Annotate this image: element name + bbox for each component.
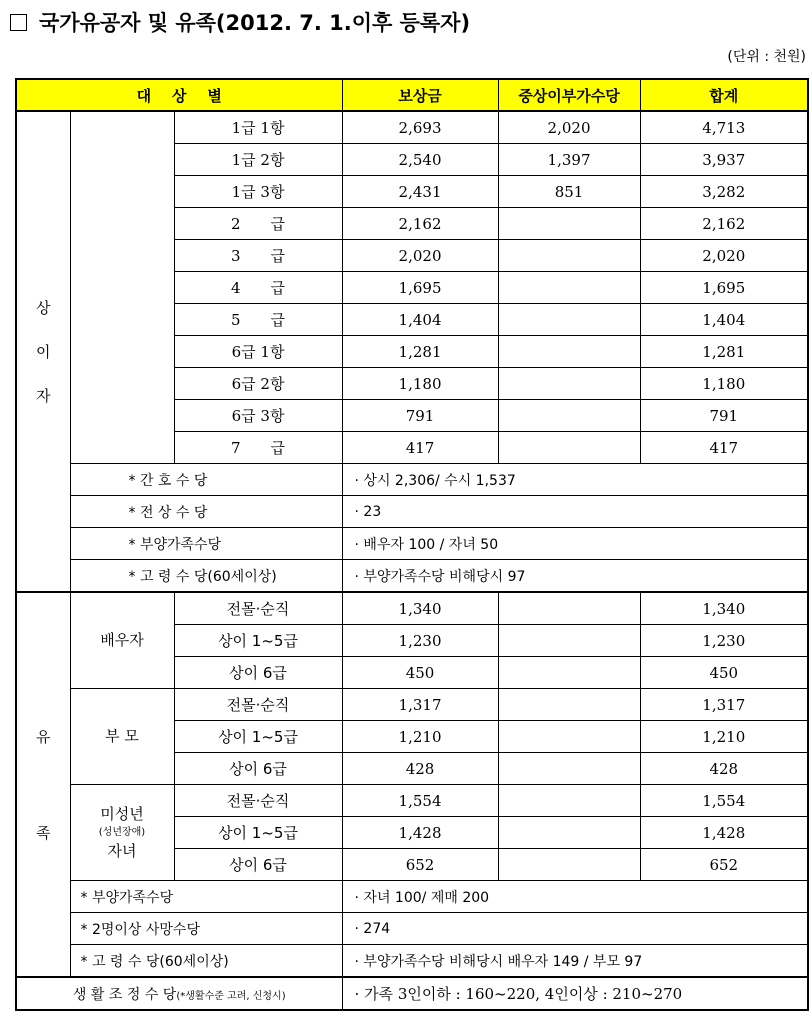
allowance-value: · 상시 2,306/ 수시 1,537 <box>342 464 808 496</box>
allowance-label: * 부양가족수당 <box>70 881 342 913</box>
compensation-cell: 428 <box>342 753 498 785</box>
total-cell: 2,162 <box>640 208 808 240</box>
compensation-table <box>15 78 809 1011</box>
severe-allowance-cell: 1,397 <box>498 144 640 176</box>
page-title <box>10 6 470 38</box>
total-cell: 3,937 <box>640 144 808 176</box>
table-row <box>16 592 808 625</box>
group-name-sub: (성년장애) <box>98 827 146 838</box>
severe-allowance-cell <box>498 432 640 464</box>
category-char: 이 <box>36 342 51 361</box>
severe-allowance-cell <box>498 240 640 272</box>
type-cell: 상이 6급 <box>174 753 342 785</box>
total-cell: 1,340 <box>640 592 808 625</box>
bereaved-category-label <box>16 592 70 977</box>
allowance-value: · 부양가족수당 비해당시 97 <box>342 560 808 593</box>
type-cell: 상이 6급 <box>174 657 342 689</box>
allowance-row <box>16 913 808 945</box>
severe-allowance-cell <box>498 336 640 368</box>
severe-allowance-cell <box>498 753 640 785</box>
total-cell: 428 <box>640 753 808 785</box>
compensation-cell: 2,020 <box>342 240 498 272</box>
wounded-category-label <box>16 111 70 592</box>
allowance-label: * 2명이상 사망수당 <box>70 913 342 945</box>
header-total: 합계 <box>640 79 808 111</box>
type-cell: 상이 1~5급 <box>174 817 342 849</box>
total-cell: 791 <box>640 400 808 432</box>
compensation-cell: 2,693 <box>342 111 498 144</box>
total-cell: 1,317 <box>640 689 808 721</box>
category-char: 상 <box>36 298 51 317</box>
grade-cell: 6급 1항 <box>174 336 342 368</box>
severe-allowance-cell <box>498 785 640 817</box>
allowance-row <box>16 464 808 496</box>
severe-allowance-cell <box>498 689 640 721</box>
bereaved-section <box>16 592 808 977</box>
grade-cell: 2 급 <box>174 208 342 240</box>
grade-cell: 6급 3항 <box>174 400 342 432</box>
spacer-cell <box>70 111 174 464</box>
category-char: 족 <box>36 823 51 842</box>
type-cell: 전몰·순직 <box>174 689 342 721</box>
allowance-label: * 고 령 수 당(60세이상) <box>70 560 342 593</box>
severe-allowance-cell <box>498 721 640 753</box>
allowance-value: · 부양가족수당 비해당시 배우자 149 / 부모 97 <box>342 945 808 978</box>
total-cell: 1,554 <box>640 785 808 817</box>
compensation-cell: 1,180 <box>342 368 498 400</box>
severe-allowance-cell <box>498 368 640 400</box>
compensation-cell: 1,404 <box>342 304 498 336</box>
group-label <box>70 689 174 785</box>
severe-allowance-cell: 851 <box>498 176 640 208</box>
grade-cell: 5 급 <box>174 304 342 336</box>
header-compensation: 보상금 <box>342 79 498 111</box>
unit-label: (단위 : 천원) <box>727 49 806 65</box>
group-name: 배우자 <box>100 631 144 650</box>
wounded-section <box>16 111 808 592</box>
compensation-cell: 2,162 <box>342 208 498 240</box>
allowance-value: · 배우자 100 / 자녀 50 <box>342 528 808 560</box>
group-name: 부 모 <box>105 727 139 746</box>
allowance-label: * 부양가족수당 <box>70 528 342 560</box>
allowance-label: * 전 상 수 당 <box>70 496 342 528</box>
title-text: 국가유공자 및 유족(2012. 7. 1.이후 등록자) <box>39 11 471 35</box>
severe-allowance-cell <box>498 400 640 432</box>
type-cell: 상이 6급 <box>174 849 342 881</box>
group-label <box>70 785 174 881</box>
total-cell: 1,210 <box>640 721 808 753</box>
allowance-row <box>16 560 808 593</box>
total-cell: 3,282 <box>640 176 808 208</box>
severe-allowance-cell <box>498 208 640 240</box>
total-cell: 652 <box>640 849 808 881</box>
checkbox-icon <box>10 14 27 31</box>
grade-cell: 4 급 <box>174 272 342 304</box>
living-allowance-row <box>16 977 808 1010</box>
allowance-row <box>16 881 808 913</box>
table-row <box>16 111 808 144</box>
allowance-value: · 274 <box>342 913 808 945</box>
total-cell: 2,020 <box>640 240 808 272</box>
group-name-tail: 자녀 <box>107 842 137 860</box>
allowance-row <box>16 528 808 560</box>
grade-cell: 3 급 <box>174 240 342 272</box>
severe-allowance-cell <box>498 304 640 336</box>
severe-allowance-cell <box>498 625 640 657</box>
compensation-cell: 417 <box>342 432 498 464</box>
total-cell: 417 <box>640 432 808 464</box>
compensation-cell: 2,431 <box>342 176 498 208</box>
total-cell: 1,404 <box>640 304 808 336</box>
severe-allowance-cell: 2,020 <box>498 111 640 144</box>
severe-allowance-cell <box>498 592 640 625</box>
type-cell: 상이 1~5급 <box>174 721 342 753</box>
severe-allowance-cell <box>498 272 640 304</box>
grade-cell: 1급 2항 <box>174 144 342 176</box>
compensation-cell: 652 <box>342 849 498 881</box>
type-cell: 전몰·순직 <box>174 592 342 625</box>
allowance-row <box>16 945 808 978</box>
type-cell: 상이 1~5급 <box>174 625 342 657</box>
type-cell: 전몰·순직 <box>174 785 342 817</box>
grade-cell: 7 급 <box>174 432 342 464</box>
compensation-cell: 1,317 <box>342 689 498 721</box>
compensation-cell: 791 <box>342 400 498 432</box>
allowance-value: · 23 <box>342 496 808 528</box>
allowance-value: · 자녀 100/ 제매 200 <box>342 881 808 913</box>
compensation-cell: 2,540 <box>342 144 498 176</box>
compensation-cell: 1,281 <box>342 336 498 368</box>
group-name: 미성년 <box>100 804 144 823</box>
severe-allowance-cell <box>498 657 640 689</box>
total-cell: 1,428 <box>640 817 808 849</box>
grade-cell: 6급 2항 <box>174 368 342 400</box>
category-char: 유 <box>36 727 51 746</box>
living-allowance-label: 생 활 조 정 수 당(*생활수준 고려, 신청시) <box>16 977 342 1010</box>
grade-cell: 1급 1항 <box>174 111 342 144</box>
total-cell: 1,230 <box>640 625 808 657</box>
compensation-cell: 1,230 <box>342 625 498 657</box>
allowance-row <box>16 496 808 528</box>
compensation-cell: 1,340 <box>342 592 498 625</box>
table-row <box>16 689 808 721</box>
total-cell: 450 <box>640 657 808 689</box>
header-severe-allowance: 중상이부가수당 <box>498 79 640 111</box>
allowance-label: * 간 호 수 당 <box>70 464 342 496</box>
grade-cell: 1급 3항 <box>174 176 342 208</box>
living-allowance-value: · 가족 3인이하 : 160~220, 4인이상 : 210~270 <box>342 977 808 1010</box>
group-label <box>70 592 174 689</box>
allowance-label: * 고 령 수 당(60세이상) <box>70 945 342 978</box>
compensation-cell: 1,428 <box>342 817 498 849</box>
header-row <box>16 79 808 111</box>
compensation-cell: 1,554 <box>342 785 498 817</box>
header-category: 대 상 별 <box>16 79 342 111</box>
category-char: 자 <box>36 386 51 405</box>
severe-allowance-cell <box>498 817 640 849</box>
compensation-cell: 450 <box>342 657 498 689</box>
total-cell: 1,281 <box>640 336 808 368</box>
table-row <box>16 785 808 817</box>
total-cell: 1,695 <box>640 272 808 304</box>
total-cell: 4,713 <box>640 111 808 144</box>
compensation-cell: 1,210 <box>342 721 498 753</box>
compensation-cell: 1,695 <box>342 272 498 304</box>
total-cell: 1,180 <box>640 368 808 400</box>
severe-allowance-cell <box>498 849 640 881</box>
